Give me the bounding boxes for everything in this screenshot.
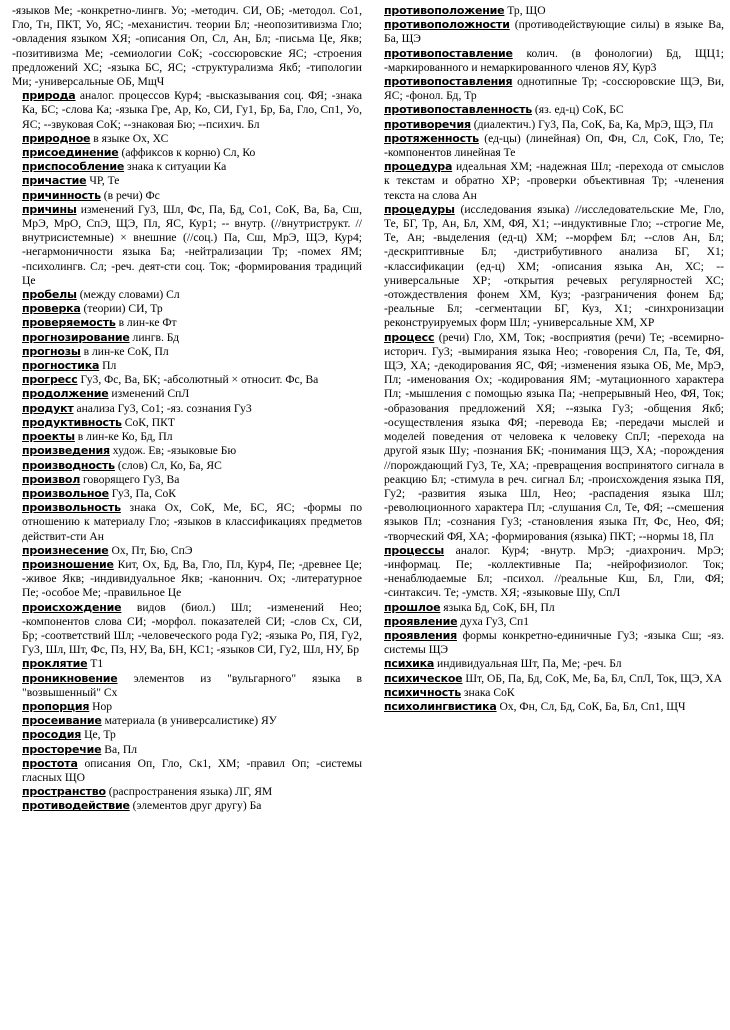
index-entry — [12, 728, 362, 742]
entry-headword: присоединение — [22, 146, 119, 160]
index-entry — [12, 373, 362, 387]
entry-references: изменений Гу3, Шл, Фс, Па, Бд, Со1, СоК, Ва, Ба, Сш, МрЭ, МрО, СпЭ, ЩЭ, Пл, ЯС, Кур1; -- внутр. (//внутриструкт. //внутрисистемные) × внешние (//соц.) Па, Сш, МрЭ, ЩЭ, Кур4; -негармоничности языка Ба; -нейтрализации Тр; -помех ЯМ; -психолингв. Сл; -реч. деят-сти соц. Ток; -формирования традиций Це — [22, 202, 362, 287]
entry-references: индивидуальная Шт, Па, Ме; -реч. Бл — [437, 657, 622, 671]
entry-references: материала (в универсалистике) ЯУ — [104, 714, 277, 728]
index-entry — [374, 601, 724, 615]
entry-references: Гу3, Па, СоК — [111, 486, 177, 500]
entry-headword: проверка — [22, 302, 81, 316]
index-entry — [12, 558, 362, 601]
entry-references: (диалектич.) Гу3, Па, СоК, Ба, Ка, МрЭ, ЩЭ, Пл — [473, 117, 714, 131]
entry-headword: природа — [22, 89, 76, 103]
index-entry — [12, 203, 362, 288]
entry-headword: произведения — [22, 444, 110, 458]
index-entry — [12, 430, 362, 444]
entry-references: Т1 — [90, 657, 104, 671]
index-entry — [12, 4, 362, 89]
entry-references: (исследования языка) //исследовательские Ме, Гло, Те, БГ, Тр, Ан, Бл, ХМ, ФЯ, Х1; --индуктивные Гло; --строгие Ме, Те, Ан; -выделения (ед-ц) ХМ; --морфем Бл; --слов Ан, Бл; -дескриптивные Бл; -дистрибутивного анализа БГ, Х1; -классификации (ед-ц) ХМ; -описания языка Ан, ХС; --универсальные ХР; -открытия речевых регулярностей ХС; -отождествления фонем ХМ, Куз; -разграничения фонем Бд; -реальные Бл; -сегментации БГ, Куз, Х1; -синхронизации реконструируемых форм Шл; -универсальные ХМ, ХР — [384, 202, 724, 330]
entry-references: однотипные Тр; -соссюровские ЩЭ, Ви, ЯС; -фонол. Бд, Тр — [384, 75, 724, 103]
entry-headword: процедуры — [384, 202, 455, 216]
entry-headword: противоположение — [384, 4, 505, 17]
entry-references: СоК, ПКТ — [124, 415, 175, 429]
index-entry — [12, 345, 362, 359]
index-entry — [12, 331, 362, 345]
entry-headword: психическое — [384, 671, 463, 685]
index-entry — [12, 473, 362, 487]
entry-headword: просодия — [22, 728, 82, 742]
entry-headword: проявления — [384, 628, 457, 642]
entry-headword: прогресс — [22, 373, 78, 387]
entry-headword: психика — [384, 657, 435, 671]
index-entry — [12, 672, 362, 700]
entry-headword: противоположности — [384, 18, 510, 32]
entry-headword: произнесение — [22, 543, 109, 557]
entry-headword: простота — [22, 756, 78, 770]
entry-references: Кит, Ох, Бд, Ва, Гло, Пл, Кур4, Пе; -древнее Це; -живое Якв; -индивидуальное Якв; -каноннич. Ох; -литературное Пе; -особое Ме; -правильное Це — [22, 557, 362, 600]
index-entry — [12, 416, 362, 430]
entry-references: (распространения языка) ЛГ, ЯМ — [108, 785, 273, 799]
entry-headword: процедура — [384, 160, 453, 174]
index-entry — [12, 316, 362, 330]
index-entry — [12, 657, 362, 671]
entry-headword: протяженность — [384, 131, 479, 145]
index-entry — [374, 4, 724, 18]
entry-references: в языке Ох, ХС — [93, 131, 169, 145]
entry-headword: пропорция — [22, 699, 90, 713]
entry-headword: произвольное — [22, 486, 109, 500]
entry-references: Гу3, Фс, Ва, БК; -абсолютный × относит. Фс, Ва — [80, 373, 319, 387]
index-entry — [12, 743, 362, 757]
entry-references: Пл — [102, 359, 117, 373]
entry-headword: психичность — [384, 685, 461, 699]
entry-references: изменений СпЛ — [111, 387, 190, 401]
entry-references: Ва, Пл — [104, 742, 138, 756]
entry-headword: произношение — [22, 557, 114, 571]
entry-headword: происхождение — [22, 600, 122, 614]
entry-headword: природное — [22, 131, 91, 145]
entry-headword: проекты — [22, 430, 75, 444]
index-entry — [12, 160, 362, 174]
entry-references: колич. (в фонологии) Бд, ЩЦ1; -маркированного и немаркированного членов ЯУ, Кур3 — [384, 46, 724, 74]
index-entry — [12, 601, 362, 658]
index-entry — [12, 146, 362, 160]
entry-references: видов (биол.) Шл; -изменений Нео; -компонентов слова СИ; -морфол. показателей СИ; -слов Сх, СИ, Бр; -соответствий Шл; -человеческого рода Гу2; -языка Ро, ПЯ, Гу2, Гу3, Шл, Шт, Фс, Пз, НУ, Ва, БН, КС1; -языков СИ, Гу2, Шл, НУ, Бр — [22, 600, 362, 657]
entry-headword: просторечие — [22, 742, 102, 756]
entry-references: (теории) СИ, Тр — [83, 302, 163, 316]
index-entry — [12, 302, 362, 316]
index-entry — [374, 686, 724, 700]
index-entry — [374, 672, 724, 686]
entry-headword: противопоставление — [384, 46, 513, 60]
entry-headword: произвол — [22, 472, 81, 486]
index-entry — [374, 700, 724, 714]
index-entry — [374, 47, 724, 75]
entry-headword: прогнозирование — [22, 330, 130, 344]
index-entry — [374, 18, 724, 46]
entry-headword: проникновение — [22, 671, 118, 685]
entry-references: Тр, ЩО — [507, 4, 546, 17]
entry-headword: проявление — [384, 614, 458, 628]
index-entry — [12, 359, 362, 373]
entry-references: (речи) Гло, ХМ, Ток; -восприятия (речи) Те; -всемирно-историч. Гу3; -вымирания языка Нео; -говорения Сл, Па, Те, ФЯ, ЩЭ, ХА; -декодирования ЯС, ФЯ; -изменения языка ОБ, Ме, МрЭ, Пл; -именования Ох; -кодирования ЯМ; -мутационного характера Пл; -мышления с помощью языка Па; -непрерывный Нео, ФЯ, Ток; -образования предложений ХЯ; --языка Гу3; -общения Якб; -осуществления языка ФЯ; -перевода Ев; -передачи мыслей и моделей поведения от человека к человеку СпЛ; -перехода на другой язык Шу; -познания БК; -понимания ЩЭ, ХА; -порождения //порождающий Гу3, Те, ХА; -превращения воспринятого сигнала в реакцию Бл; -стимула в реч. сигнал Бл; -происхождения языка ПЯ, Гу2; -развития языка Шл, Нео; -распадения языка Шл; -революционного характера Пл; -слушания Сл, Те, ФЯ; --смешения языков Пл; -сознания Гу3; -становления языка Пт, Фс, Нео, ФЯ; -творческий ФЯ, ХА; -формирования (языка) ПКТ; --нормы 18, Пл — [384, 330, 724, 543]
entry-references: описания Оп, Гло, Ск1, ХМ; -правил Оп; -системы гласных ЩО — [22, 756, 362, 784]
right-column — [374, 4, 724, 1026]
entry-headword: причастие — [22, 174, 87, 188]
entry-references: идеальная ХМ; -надежная Шл; -перехода от смыслов к текстам и обратно ХР; -проверки объективная Тр; -членения текста на слова Ан — [384, 160, 724, 202]
entry-references: Шт, ОБ, Па, Бд, СоК, Ме, Ба, Бл, СпЛ, Ток, ЩЭ, ХА — [465, 671, 723, 685]
index-entry — [12, 714, 362, 728]
entry-headword: продукт — [22, 401, 74, 415]
entry-references: (в речи) Фс — [103, 188, 160, 202]
index-entry — [12, 700, 362, 714]
entry-references: ЧР, Те — [89, 174, 120, 188]
index-entry — [12, 757, 362, 785]
entry-headword: психолингвистика — [384, 699, 497, 713]
entry-references: (ед-цы) (линейная) Оп, Фн, Сл, СоК, Гло, Те; -компонентов линейная Те — [384, 131, 724, 160]
entry-headword: пробелы — [22, 288, 77, 302]
entry-headword: приспособление — [22, 160, 125, 174]
entry-headword: пространство — [22, 785, 106, 799]
index-entry — [12, 444, 362, 458]
entry-references: языка Бд, СоК, БН, Пл — [443, 600, 555, 614]
index-entry — [12, 89, 362, 132]
index-entry — [12, 785, 362, 799]
entry-headword: продолжение — [22, 387, 109, 401]
entry-references: (аффиксов к корню) Сл, Ко — [121, 146, 256, 160]
index-entry — [12, 189, 362, 203]
entry-references: Нор — [92, 699, 113, 713]
entry-references: в лин-ке СоК, Пл — [83, 344, 169, 358]
entry-headword: проклятие — [22, 657, 88, 671]
entry-headword: произвольность — [22, 501, 121, 515]
entry-headword: причины — [22, 202, 77, 216]
entry-headword: противодействие — [22, 799, 130, 813]
entry-headword: причинность — [22, 188, 101, 202]
entry-headword: производность — [22, 458, 115, 472]
entry-references: худож. Ев; -языковые Бю — [112, 444, 237, 458]
entry-references: аналог. Кур4; -внутр. МрЭ; -диахронич. МрЭ; -информац. Пе; -коллективные Па; -нейрофизиолог. Ток; -ненаблюдаемые Бл; -психол. //реальные Кш, Бл, Гли, ФЯ; -синтаксич. Те; -умств. ХЯ; -языковые Шу, СпЛ — [384, 543, 724, 600]
index-entry — [12, 387, 362, 401]
entry-headword: противоречия — [384, 117, 471, 131]
index-entry — [12, 132, 362, 146]
entry-references: знака СоК — [463, 685, 515, 699]
index-entry — [374, 629, 724, 657]
entry-references: Це, Тр — [84, 728, 116, 742]
index-entry — [374, 132, 724, 160]
entry-references: Ох, Фн, Сл, Бд, СоК, Ба, Бл, Сп1, ЩЧ — [499, 699, 686, 713]
index-entry — [374, 615, 724, 629]
left-column — [12, 4, 362, 1026]
entry-headword: прогнозы — [22, 344, 81, 358]
entry-headword: просеивание — [22, 714, 102, 728]
entry-references: знака к ситуации Ка — [127, 160, 227, 174]
entry-references: (между словами) Сл — [79, 288, 180, 302]
index-entry — [12, 402, 362, 416]
index-entry — [12, 799, 362, 813]
entry-references: говорящего Гу3, Ва — [83, 472, 180, 486]
index-entry — [12, 501, 362, 544]
entry-references: в лин-ке Ко, Бд, Пл — [77, 430, 173, 444]
index-entry — [12, 174, 362, 188]
entry-references: анализа Гу3, Со1; -яз. сознания Гу3 — [76, 401, 252, 415]
index-entry — [374, 118, 724, 132]
entry-headword: проверяемость — [22, 316, 116, 330]
entry-headword: продуктивность — [22, 415, 122, 429]
index-entry — [374, 103, 724, 117]
index-entry — [12, 544, 362, 558]
entry-headword: прошлое — [384, 600, 441, 614]
entry-references: (слов) Сл, Ко, Ба, ЯС — [117, 458, 222, 472]
index-entry — [12, 487, 362, 501]
entry-references: Ох, Пт, Бю, СпЭ — [111, 543, 193, 557]
index-entry — [12, 459, 362, 473]
entry-references: -языков Ме; -конкретно-лингв. Уо; -методич. СИ, ОБ; -методол. Со1, Гло, Тн, ПКТ, Уо, ЯС; -механистич. теории Бл; -неопозитивизма Гло; -овладения языком ХЯ; -описания Оп, Сл, Ан, Бл; -письма Це, Якв; -позитивизма Ме; -семиологии СоК; -соссюровские ЯС; -строения предложений ХС; -языка БС, ЯС; -структурализма Якб; -типологии Ми; -универсальные ОБ, МщЧ — [12, 4, 362, 89]
index-entry — [12, 288, 362, 302]
index-entry — [374, 544, 724, 601]
entry-references: элементов из "вульгарного" языка в "возвышенный" Сх — [22, 671, 362, 699]
index-entry — [374, 160, 724, 203]
entry-references: лингв. Бд — [132, 330, 180, 344]
entry-references: знака Ох, СоК, Ме, БС, ЯС; -формы по отношению к материалу Гло; -языков в классификациях предметов действит-сти Ан — [22, 501, 362, 543]
entry-references: (противодействующие силы) в языке Ва, Ба, ЩЭ — [384, 18, 724, 46]
entry-headword: противопоставленность — [384, 103, 532, 117]
entry-headword: процессы — [384, 543, 445, 557]
entry-references: (элементов друг другу) Ба — [132, 799, 262, 813]
dictionary-page — [12, 4, 724, 1026]
index-entry — [374, 331, 724, 544]
entry-references: в лин-ке Фт — [118, 316, 177, 330]
index-entry — [374, 657, 724, 671]
entry-references: духа Гу3, Сп1 — [460, 614, 530, 628]
entry-headword: процесс — [384, 330, 435, 344]
entry-references: формы конкретно-единичные Гу3; -языка Сш; -яз. системы ЩЭ — [384, 628, 724, 657]
entry-headword: противопоставления — [384, 75, 513, 89]
entry-references: (яз. ед-ц) СоК, БС — [534, 103, 624, 117]
index-entry — [374, 203, 724, 331]
index-entry — [374, 75, 724, 103]
entry-references: аналог. процессов Кур4; -высказывания соц. ФЯ; -знака Ка, БС; -слова Ка; -языка Гре, Ар, Ко, СИ, Гу1, Бр, Ба, Гло, Сп1, Уо, ЯС; --звуковая СоК; --знаковая Бю; --психич. Бл — [22, 89, 362, 131]
entry-headword: прогностика — [22, 359, 100, 373]
